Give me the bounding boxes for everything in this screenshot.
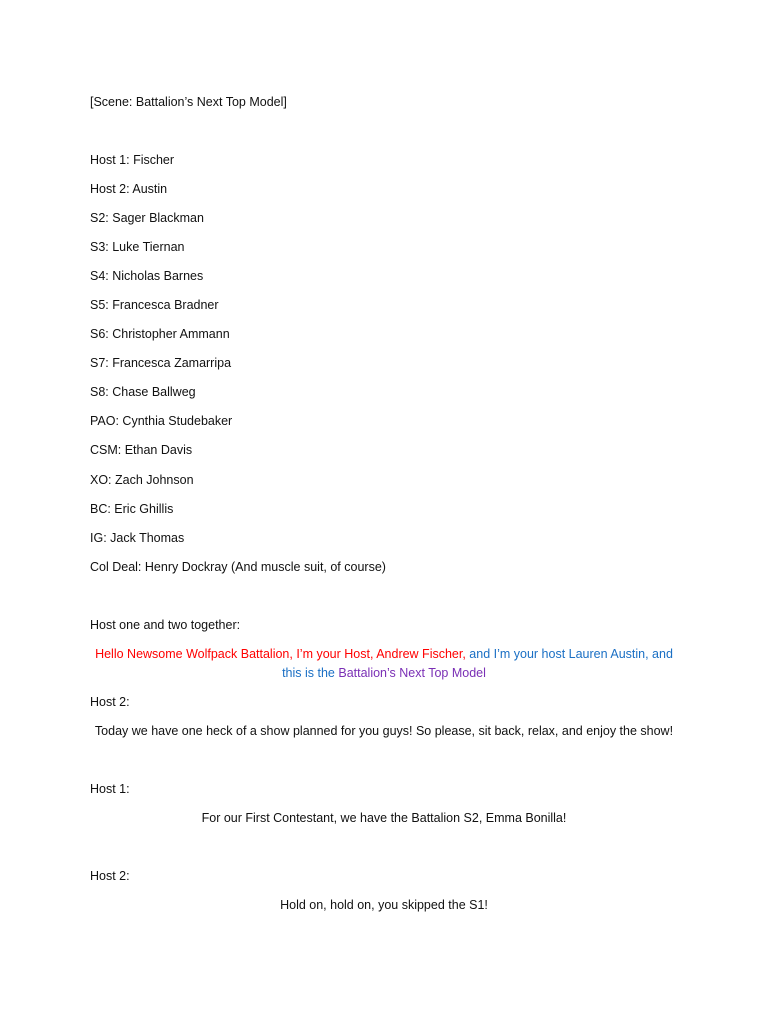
cast-item-ig: IG: Jack Thomas bbox=[90, 531, 185, 545]
host2-line-1: Today we have one heck of a show planned for you guys! So please, sit back, relax, and enjoy the show! bbox=[94, 724, 674, 738]
intro-purple-text: Battalion’s Next Top Model bbox=[338, 666, 486, 680]
cast-item-host-1: Host 1: Fischer bbox=[90, 153, 175, 167]
cast-item-xo: XO: Zach Johnson bbox=[90, 473, 194, 487]
cast-item-s7: S7: Francesca Zamarripa bbox=[90, 356, 232, 370]
cast-item-host-2: Host 2: Austin bbox=[90, 182, 168, 196]
host2-line-2: Hold on, hold on, you skipped the S1! bbox=[280, 898, 488, 912]
intro-red-text: Hello Newsome Wolfpack Battalion, I’m your Host, Andrew Fischer, bbox=[95, 647, 466, 661]
together-label: Host one and two together: bbox=[90, 618, 241, 632]
host2-label-1: Host 2: bbox=[90, 695, 130, 709]
intro-blue-text-2: this is the bbox=[282, 666, 339, 680]
cast-item-s4: S4: Nicholas Barnes bbox=[90, 269, 204, 283]
cast-item-col-deal: Col Deal: Henry Dockray (And muscle suit, of course) bbox=[90, 560, 386, 574]
host1-label: Host 1: bbox=[90, 782, 130, 796]
intro-paragraph bbox=[90, 645, 678, 683]
scene-heading: [Scene: Battalion’s Next Top Model] bbox=[90, 95, 287, 109]
cast-item-pao: PAO: Cynthia Studebaker bbox=[90, 414, 233, 428]
cast-item-s6: S6: Christopher Ammann bbox=[90, 327, 230, 341]
host1-line: For our First Contestant, we have the Battalion S2, Emma Bonilla! bbox=[201, 811, 567, 825]
cast-item-s8: S8: Chase Ballweg bbox=[90, 385, 196, 399]
cast-item-s2: S2: Sager Blackman bbox=[90, 211, 204, 225]
cast-item-s5: S5: Francesca Bradner bbox=[90, 298, 219, 312]
cast-item-csm: CSM: Ethan Davis bbox=[90, 443, 193, 457]
intro-blue-text-1: and I’m your host Lauren Austin, and bbox=[465, 647, 673, 661]
cast-item-bc: BC: Eric Ghillis bbox=[90, 502, 174, 516]
host2-label-2: Host 2: bbox=[90, 869, 130, 883]
cast-item-s3: S3: Luke Tiernan bbox=[90, 240, 185, 254]
